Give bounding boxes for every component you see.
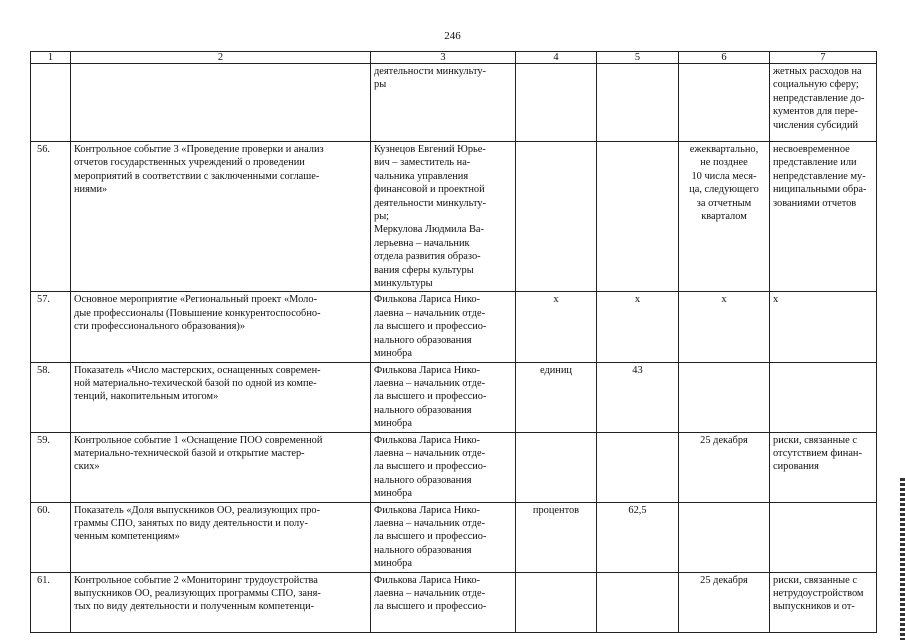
risk-description: риски, связанные с нетрудоустройством выпускников и от- [770, 572, 877, 632]
responsible-person: Филькова Лариса Нико- лаевна – начальник отде- ла высшего и профессио- нального образования минобра [371, 432, 516, 502]
page-number: 246 [444, 30, 461, 42]
measure-name: Контрольное событие 2 «Мониторинг трудоустройства выпускников ОО, реализующих программы СПО, заня- тых по виду деятельности и полученным компетенци- [71, 572, 371, 632]
table-row [31, 572, 877, 632]
risk-description: несвоевременное представление или непредставление му- ниципальными обра- зованиями отчетов [770, 142, 877, 292]
column-header: 6 [679, 52, 770, 64]
unit-of-measure: процентов [516, 502, 597, 572]
measure-name [71, 64, 371, 142]
deadline: 25 декабря [679, 572, 770, 632]
responsible-person: Кузнецов Евгений Юрье- вич – заместитель на- чальника управления финансовой и проектной деятельности минкульту- ры; Меркулова Людмила Ва- лерьевна – начальник отдела развития образо- вания сферы культуры минкультуры [371, 142, 516, 292]
measure-name: Контрольное событие 1 «Оснащение ПОО современной материально-технической базой и открытие мастер- ских» [71, 432, 371, 502]
row-number: 60. [31, 502, 71, 572]
measure-name: Контрольное событие 3 «Проведение проверки и анализ отчетов государственных учреждений о проведении мероприятий в соответствии с заключенными соглаше- ниями» [71, 142, 371, 292]
responsible-person: Филькова Лариса Нико- лаевна – начальник отде- ла высшего и профессио- нального образования минобра [371, 362, 516, 432]
unit-of-measure [516, 142, 597, 292]
deadline [679, 502, 770, 572]
measure-name: Показатель «Число мастерских, оснащенных современ- ной материально-техической базой по одной из компе- тенций, накопительным итогом» [71, 362, 371, 432]
row-number: 59. [31, 432, 71, 502]
table-row [31, 362, 877, 432]
table-row [31, 64, 877, 142]
measure-name: Основное мероприятие «Региональный проект «Моло- дые профессионалы (Повышение конкурентоспособно- сти профессионального образования)» [71, 292, 371, 362]
scan-edge-mark [900, 478, 905, 640]
column-header: 3 [371, 52, 516, 64]
row-number: 56. [31, 142, 71, 292]
unit-of-measure: единиц [516, 362, 597, 432]
target-value: 62,5 [597, 502, 679, 572]
risk-description [770, 362, 877, 432]
target-value: х [597, 292, 679, 362]
target-value [597, 64, 679, 142]
target-value [597, 432, 679, 502]
table-row [31, 292, 877, 362]
deadline: 25 декабря [679, 432, 770, 502]
risk-description [770, 502, 877, 572]
column-header: 4 [516, 52, 597, 64]
measures-table [30, 51, 877, 633]
unit-of-measure [516, 572, 597, 632]
responsible-person: Филькова Лариса Нико- лаевна – начальник отде- ла высшего и профессио- нального образования минобра [371, 502, 516, 572]
target-value: 43 [597, 362, 679, 432]
column-header: 2 [71, 52, 371, 64]
column-header: 5 [597, 52, 679, 64]
risk-description: жетных расходов на социальную сферу; непредставление до- кументов для пере- числения субсидий [770, 64, 877, 142]
deadline: х [679, 292, 770, 362]
column-header: 1 [31, 52, 71, 64]
unit-of-measure [516, 64, 597, 142]
responsible-person: Филькова Лариса Нико- лаевна – начальник отде- ла высшего и профессио- нального образования минобра [371, 292, 516, 362]
table-row [31, 432, 877, 502]
responsible-person: Филькова Лариса Нико- лаевна – начальник отде- ла высшего и профессио- [371, 572, 516, 632]
table-row [31, 142, 877, 292]
deadline [679, 362, 770, 432]
risk-description: риски, связанные с отсутствием финан- сирования [770, 432, 877, 502]
row-number: 61. [31, 572, 71, 632]
target-value [597, 572, 679, 632]
row-number [31, 64, 71, 142]
column-header: 7 [770, 52, 877, 64]
measure-name: Показатель «Доля выпускников ОО, реализующих про- граммы СПО, занятых по виду деятельности и полу- ченным компетенциям» [71, 502, 371, 572]
deadline [679, 64, 770, 142]
unit-of-measure [516, 432, 597, 502]
responsible-person: деятельности минкульту- ры [371, 64, 516, 142]
deadline: ежеквартально, не позднее 10 числа меся- ца, следующего за отчетным кварталом [679, 142, 770, 292]
risk-description: х [770, 292, 877, 362]
unit-of-measure: х [516, 292, 597, 362]
row-number: 57. [31, 292, 71, 362]
row-number: 58. [31, 362, 71, 432]
column-number-row [31, 52, 877, 64]
target-value [597, 142, 679, 292]
table-row [31, 502, 877, 572]
